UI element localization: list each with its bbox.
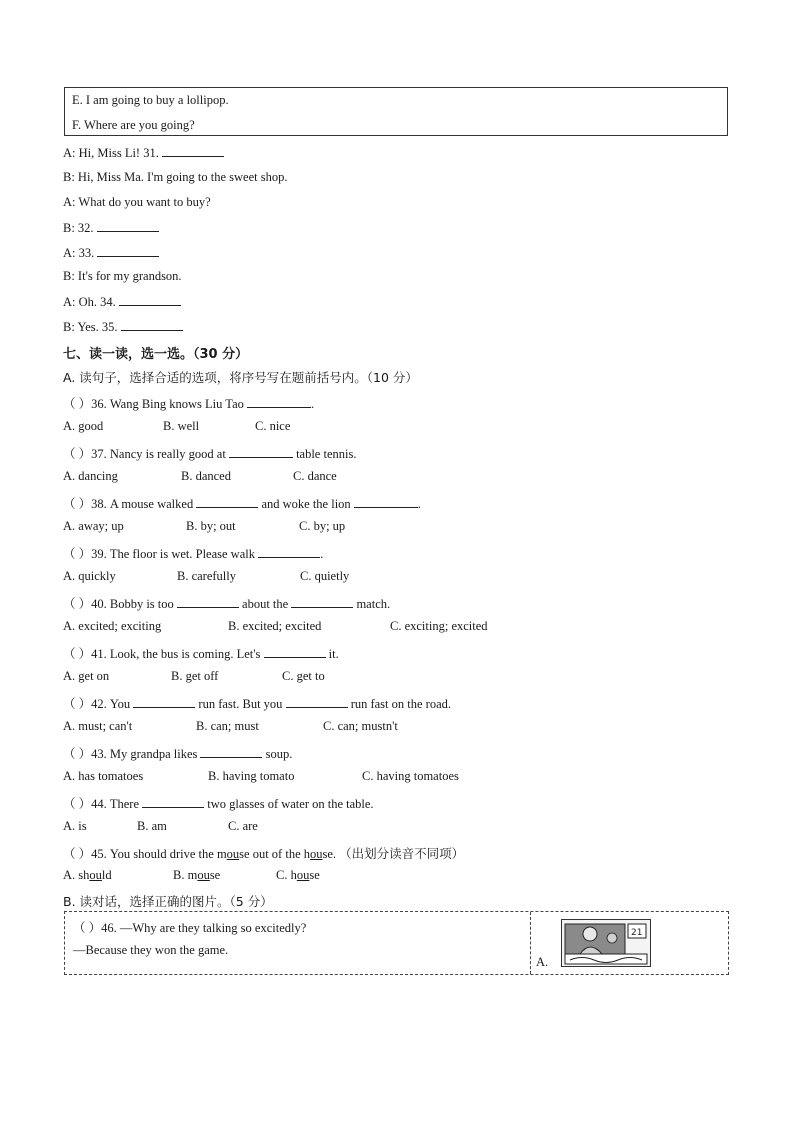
- question-text: soup.: [265, 747, 293, 761]
- question-note: （出划分读音不同项）: [339, 846, 465, 861]
- option-c: C. quietly: [300, 569, 350, 583]
- question-text: .: [311, 397, 315, 411]
- option-text: ld: [101, 868, 112, 882]
- question-38: [63, 494, 421, 512]
- option-a: A. dancing: [63, 469, 118, 483]
- option-text: B. m: [173, 868, 198, 882]
- question-text: run fast on the road.: [350, 697, 452, 711]
- question-text: two glasses of water on the table.: [207, 797, 374, 811]
- option-e: E. I am going to buy a lollipop.: [72, 93, 229, 107]
- question-text: （ ）37. Nancy is really good at: [63, 447, 226, 461]
- question-text: （ ）41. Look, the bus is coming. Let's: [63, 647, 261, 661]
- dialogue-line-35: [63, 319, 183, 335]
- option-b: B. having tomato: [208, 769, 295, 783]
- question-41: [63, 644, 339, 662]
- question-44: [63, 794, 374, 812]
- option-c: C. get to: [282, 669, 325, 683]
- question-text: （ ）42. You: [63, 697, 131, 711]
- question-text: and woke the lion: [261, 497, 351, 511]
- svg-text:21: 21: [631, 928, 643, 938]
- option-c: C. can; mustn't: [323, 719, 398, 733]
- answer-blank-31[interactable]: [162, 145, 224, 157]
- answer-blank-35[interactable]: [121, 319, 183, 331]
- option-c: C. having tomatoes: [362, 769, 459, 783]
- option-c: C. exciting; excited: [390, 619, 488, 633]
- option-c: [276, 868, 320, 883]
- option-a: [63, 868, 112, 883]
- underlined-letters: ou: [197, 868, 210, 882]
- children-watching-game-illustration: [562, 920, 650, 966]
- option-b: B. well: [163, 419, 200, 433]
- question-text: .: [417, 497, 421, 511]
- option-b: B. excited; excited: [228, 619, 322, 633]
- question-text: （ ）39. The floor is wet. Please walk: [63, 547, 255, 561]
- option-c: C. by; up: [299, 519, 346, 533]
- answer-blank-34[interactable]: [119, 294, 181, 306]
- dialogue-text: B: Yes. 35.: [63, 320, 118, 334]
- question-42: [63, 694, 451, 712]
- question-text: （ ）36. Wang Bing knows Liu Tao: [63, 397, 244, 411]
- dialogue-text: A: Oh. 34.: [63, 295, 116, 309]
- option-a: A. quickly: [63, 569, 116, 583]
- question-text: （ ）43. My grandpa likes: [63, 747, 198, 761]
- answer-blank[interactable]: [177, 596, 239, 608]
- dialogue-text: B: 32.: [63, 221, 94, 235]
- option-c: C. nice: [255, 419, 291, 433]
- question-36: [63, 394, 314, 412]
- underlined-letters: ou: [89, 868, 102, 882]
- question-text: about the: [242, 597, 289, 611]
- option-a: A. away; up: [63, 519, 124, 533]
- answer-blank[interactable]: [196, 496, 258, 508]
- question-text: it.: [328, 647, 339, 661]
- answer-blank[interactable]: [354, 496, 418, 508]
- option-a: A. is: [63, 819, 87, 833]
- question-text: .: [320, 547, 324, 561]
- underlined-letters: ou: [296, 868, 310, 882]
- question-text: run fast. But you: [198, 697, 283, 711]
- answer-blank[interactable]: [200, 746, 262, 758]
- answer-blank-33[interactable]: [97, 245, 159, 257]
- question-text: table tennis.: [296, 447, 357, 461]
- option-text: C. h: [276, 868, 297, 882]
- option-c: C. dance: [293, 469, 337, 483]
- option-a: A. has tomatoes: [63, 769, 144, 783]
- answer-blank[interactable]: [142, 796, 204, 808]
- option-b: B. can; must: [196, 719, 259, 733]
- part-b-instruction: B. 读对话，选择正确的图片。（5 分）: [63, 894, 273, 909]
- column-divider: [530, 912, 531, 974]
- option-a: A. get on: [63, 669, 110, 683]
- question-46-answer: —Because they won the game.: [73, 943, 229, 957]
- dialogue-line-34: [63, 294, 181, 310]
- option-a: A. good: [63, 419, 104, 433]
- question-text: （ ）40. Bobby is too: [63, 597, 174, 611]
- option-b: B. am: [137, 819, 167, 833]
- dialogue-text: A: 33.: [63, 246, 95, 260]
- option-b: [173, 868, 220, 883]
- dialogue-line-33: [63, 245, 159, 261]
- answer-blank-32[interactable]: [97, 220, 159, 232]
- option-b: B. danced: [181, 469, 231, 483]
- question-text: （ ）45. You should drive the m: [63, 847, 227, 861]
- option-a: A. must; can't: [63, 719, 133, 733]
- option-b: B. get off: [171, 669, 219, 683]
- option-f: F. Where are you going?: [72, 118, 195, 132]
- option-a: A. excited; exciting: [63, 619, 162, 633]
- question-text: se out of the h: [239, 847, 310, 861]
- picture-option-a[interactable]: [561, 919, 651, 967]
- underlined-letters: ou: [226, 847, 240, 861]
- underlined-letters: ou: [310, 847, 323, 861]
- answer-blank[interactable]: [286, 696, 348, 708]
- question-45: [63, 844, 464, 862]
- answer-blank[interactable]: [258, 546, 320, 558]
- question-43: [63, 744, 292, 762]
- answer-blank[interactable]: [229, 446, 293, 458]
- answer-blank[interactable]: [264, 646, 326, 658]
- option-b: B. carefully: [177, 569, 237, 583]
- question-text: （ ）44. There: [63, 797, 140, 811]
- answer-blank[interactable]: [291, 596, 353, 608]
- option-text: se: [309, 868, 320, 882]
- question-46: （ ）46. —Why are they talking so excitedly?: [73, 921, 307, 935]
- option-text: A. sh: [63, 868, 90, 882]
- dialogue-line-6: B: It's for my grandson.: [63, 269, 182, 283]
- answer-blank[interactable]: [133, 696, 195, 708]
- options-box: [64, 87, 728, 136]
- part-a-instruction: A. 读句子，选择合适的选项，将序号写在题前括号内。（10 分）: [63, 370, 418, 385]
- question-40: [63, 594, 390, 612]
- question-text: （ ）38. A mouse walked: [63, 497, 194, 511]
- option-text: se: [209, 868, 221, 882]
- dialogue-line-3: A: What do you want to buy?: [63, 195, 211, 209]
- answer-blank[interactable]: [247, 396, 311, 408]
- question-39: [63, 544, 323, 562]
- option-b: B. by; out: [186, 519, 236, 533]
- question-37: [63, 444, 356, 462]
- question-text: match.: [356, 597, 391, 611]
- option-c: C. are: [228, 819, 258, 833]
- picture-option-label: A.: [536, 955, 549, 969]
- dialogue-text: A: Hi, Miss Li! 31.: [63, 146, 159, 160]
- dialogue-line-31: [63, 145, 224, 161]
- section-title: 七、读一读，选一选。（30 分）: [63, 347, 249, 362]
- dialogue-line-32: [63, 220, 159, 236]
- dialogue-line-2: B: Hi, Miss Ma. I'm going to the sweet shop.: [63, 170, 288, 184]
- question-text: se.: [322, 847, 337, 861]
